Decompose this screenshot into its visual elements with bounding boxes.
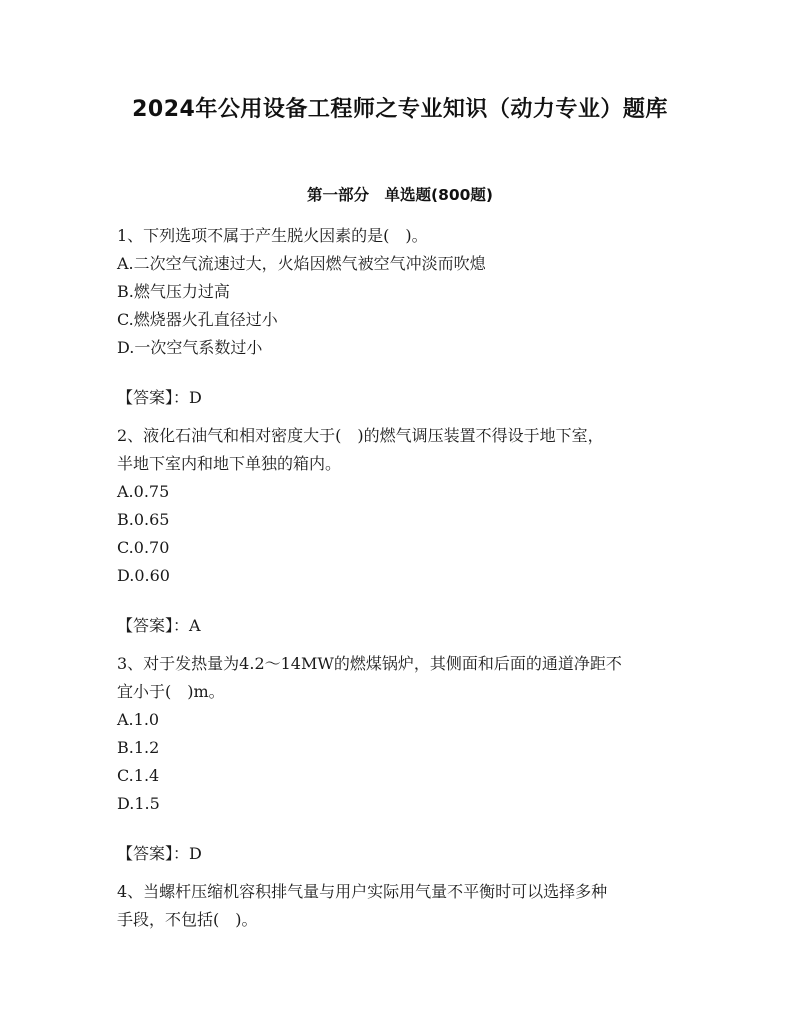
question-stem: 2、液化石油气和相对密度大于( )的燃气调压装置不得设于地下室，	[117, 426, 604, 445]
option-b: B.1.2	[117, 738, 160, 757]
section-heading: 第一部分 单选题(800题)	[306, 186, 494, 204]
option-a: A.1.0	[117, 710, 160, 729]
question-item	[117, 222, 697, 412]
option-d: D.0.60	[117, 566, 170, 585]
option-d: D.一次空气系数过小	[117, 338, 263, 357]
question-list	[117, 222, 697, 934]
option-c: C.燃烧器火孔直径过小	[117, 310, 278, 329]
option-b: B.0.65	[117, 510, 170, 529]
question-stem-continued: 宜小于( )m。	[117, 682, 225, 701]
question-stem: 4、当螺杆压缩机容积排气量与用户实际用气量不平衡时可以选择多种	[117, 882, 608, 901]
answer-line: 【答案】：D	[117, 844, 202, 863]
question-item	[117, 650, 697, 868]
document-title: 2024年公用设备工程师之专业知识（动力专业）题库	[132, 97, 668, 122]
option-d: D.1.5	[117, 794, 160, 813]
option-b: B.燃气压力过高	[117, 282, 230, 301]
question-item	[117, 422, 697, 640]
option-a: A.二次空气流速过大，火焰因燃气被空气冲淡而吹熄	[117, 254, 486, 273]
question-stem: 3、对于发热量为4.2～14MW的燃煤锅炉，其侧面和后面的通道净距不	[117, 654, 622, 673]
question-stem-continued: 手段，不包括( )。	[117, 910, 258, 929]
question-stem: 1、下列选项不属于产生脱火因素的是( )。	[117, 226, 428, 245]
option-a: A.0.75	[117, 482, 170, 501]
answer-line: 【答案】：A	[117, 616, 201, 635]
question-item	[117, 878, 697, 934]
question-stem-continued: 半地下室内和地下单独的箱内。	[117, 454, 342, 473]
option-c: C.1.4	[117, 766, 160, 785]
answer-line: 【答案】：D	[117, 388, 202, 407]
option-c: C.0.70	[117, 538, 170, 557]
